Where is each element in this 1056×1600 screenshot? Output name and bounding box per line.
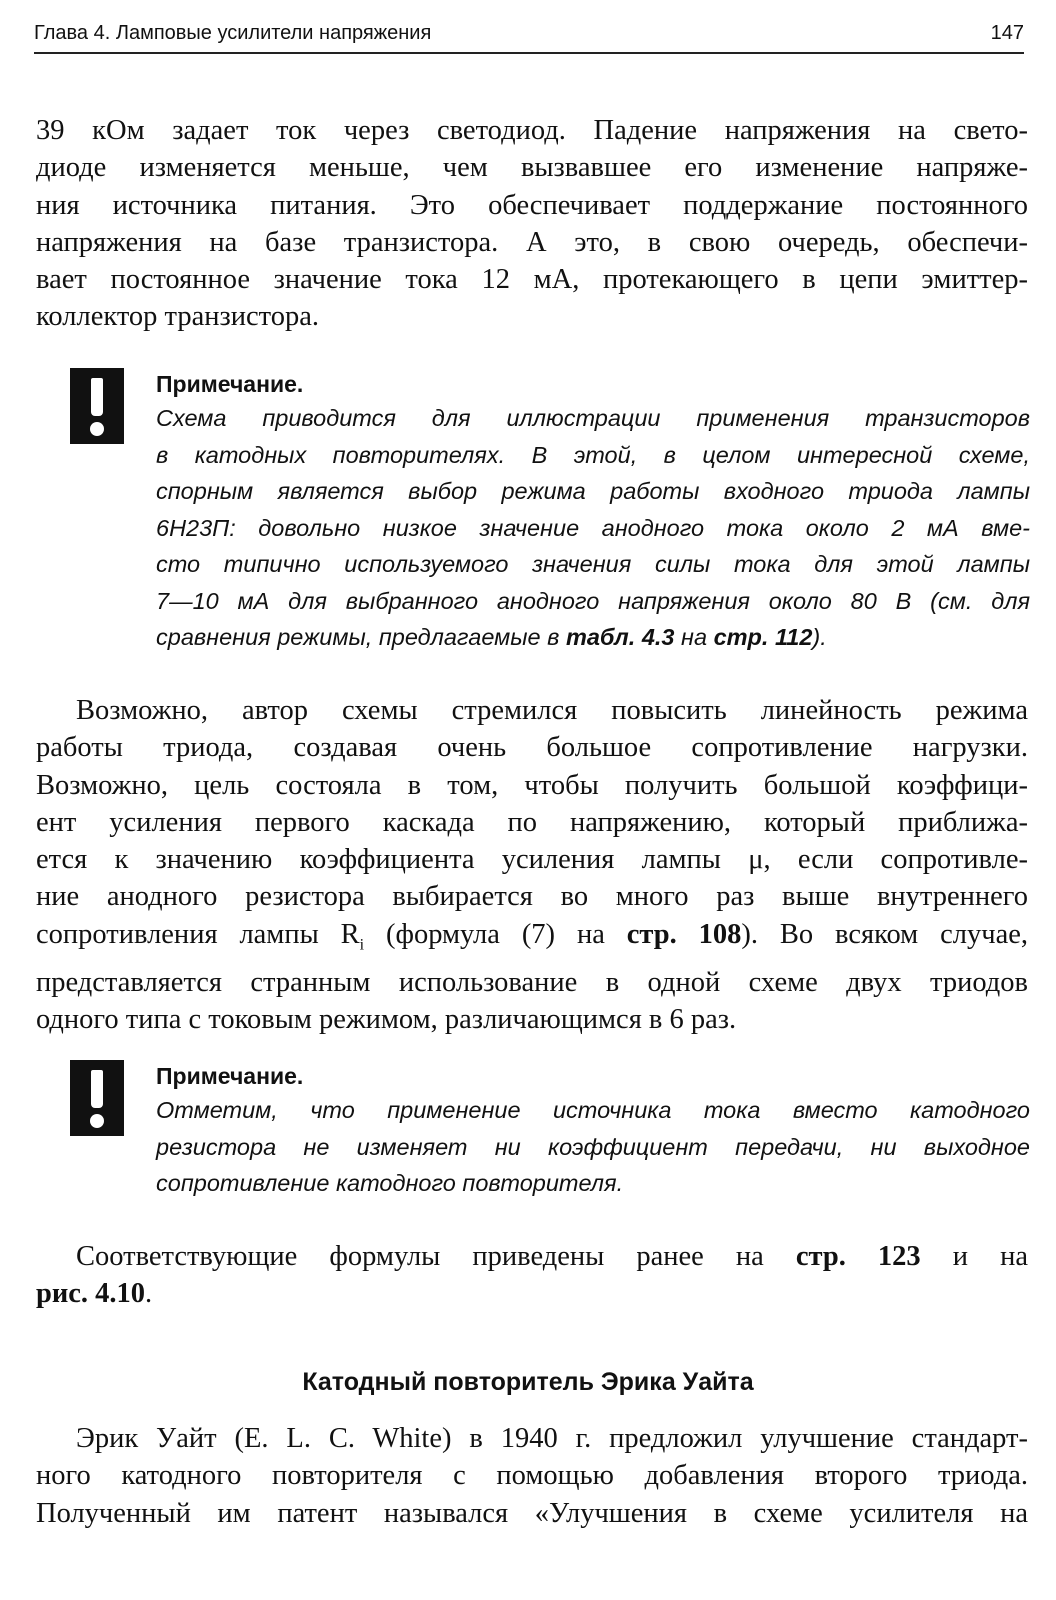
text-line: напряжения на базе транзистора. А это, в свою очередь, обеспечи- (36, 226, 1028, 258)
text-line: ется к значению коэффициента усиления лампы μ, если сопротивле- (36, 844, 1028, 876)
paragraph-4 (36, 1420, 1028, 1532)
chapter-title: Глава 4. Ламповые усилители напряжения (34, 22, 432, 44)
text-line: Полученный им патент назывался «Улучшения в схеме усилителя на (36, 1497, 1028, 1529)
exclamation-icon (70, 368, 124, 444)
text-line: Возможно, автор схемы стремился повысить линейность режима (76, 695, 1028, 726)
text-line: диоде изменяется меньше, чем вызвавшее его изменение напряже- (36, 152, 1028, 184)
text-line: 39 кОм задает ток через светодиод. Падение напряжения на свето- (36, 115, 1028, 146)
note-line: сто типично используемого значения силы тока для этой лампы (156, 551, 1030, 577)
text-line: Возможно, цель состояла в том, чтобы получить большой коэффици- (36, 769, 1028, 801)
subscript: i (359, 936, 365, 954)
paragraph-2 (36, 692, 1028, 1038)
note-line: Схема приводится для иллюстрации применения транзисторов (156, 405, 1030, 431)
text-line: Эрик Уайт (E. L. C. White) в 1940 г. предложил улучшение стандарт- (76, 1423, 1028, 1454)
note-2 (70, 1060, 1030, 1210)
text-line: ние анодного резистора выбирается во много раз выше внутреннего (36, 881, 1028, 913)
note-1-body (156, 368, 1030, 656)
page-reference: стр. 112 (713, 624, 813, 650)
note-line: 6Н23П: довольно низкое значение анодного тока около 2 мА вме- (156, 514, 1030, 541)
note-2-body (156, 1060, 1030, 1202)
exclamation-icon (70, 1060, 124, 1136)
paragraph-3 (36, 1238, 1028, 1313)
figure-reference: рис. 4.10 (36, 1278, 146, 1310)
note-text-segment: ). (812, 624, 827, 650)
text-line: ния источника питания. Это обеспечивает поддержание постоянного (36, 189, 1028, 221)
running-header (34, 20, 1024, 54)
note-line: в катодных повторителях. В этой, в целом интересной схеме, (156, 441, 1030, 468)
text-segment: Соответствующие формулы приведены ранее на (76, 1241, 796, 1272)
text-segment: (формула (7) на (364, 918, 627, 950)
table-reference: табл. 4.3 (565, 624, 675, 650)
note-line: Отметим, что применение источника тока вместо катодного (156, 1097, 1030, 1123)
note-line (156, 619, 1030, 656)
note-line: сопротивление катодного повторителя. (156, 1170, 624, 1196)
note-text (156, 1092, 1030, 1202)
page-reference: стр. 108 (626, 918, 742, 950)
paragraph-1 (36, 112, 1028, 336)
text-line: представляется странным использование в одной схеме двух триодов (36, 966, 1028, 998)
note-text-segment: на (674, 624, 714, 650)
note-text (156, 400, 1030, 656)
note-line: резистора не изменяет ни коэффициент передачи, ни выходное (156, 1133, 1030, 1160)
text-line: ного катодного повторителя с помощью добавления второго триода. (36, 1460, 1028, 1492)
section-heading: Катодный повторитель Эрика Уайта (302, 1368, 754, 1396)
text-segment: сопротивления лампы R (36, 918, 360, 950)
text-line: коллектор транзистора. (36, 301, 320, 333)
note-1 (70, 368, 1030, 668)
text-line (36, 916, 1028, 964)
note-title: Примечание. (156, 371, 304, 397)
text-segment: и на (920, 1241, 1029, 1272)
text-line: одного типа с токовым режимом, различающимся в 6 раз. (36, 1004, 737, 1036)
note-line: 7—10 мА для выбранного анодного напряжения около 80 В (см. для (156, 587, 1030, 614)
text-line (36, 1238, 1028, 1275)
note-text-segment: сравнения режимы, предлагаемые в (156, 624, 566, 650)
text-line: ент усиления первого каскада по напряжению, который приближа- (36, 806, 1028, 838)
text-segment: . (145, 1278, 153, 1310)
note-title: Примечание. (156, 1063, 304, 1089)
page-reference: стр. 123 (795, 1241, 921, 1272)
note-line: спорным является выбор режима работы входного триода лампы (156, 478, 1030, 504)
text-line: вает постоянное значение тока 12 мА, протекающего в цепи эмиттер- (36, 264, 1028, 296)
text-line (36, 1275, 1028, 1312)
text-line: работы триода, создавая очень большое сопротивление нагрузки. (36, 732, 1028, 764)
page-number: 147 (990, 22, 1024, 44)
text-segment: ). Во всяком случае, (741, 918, 1028, 950)
